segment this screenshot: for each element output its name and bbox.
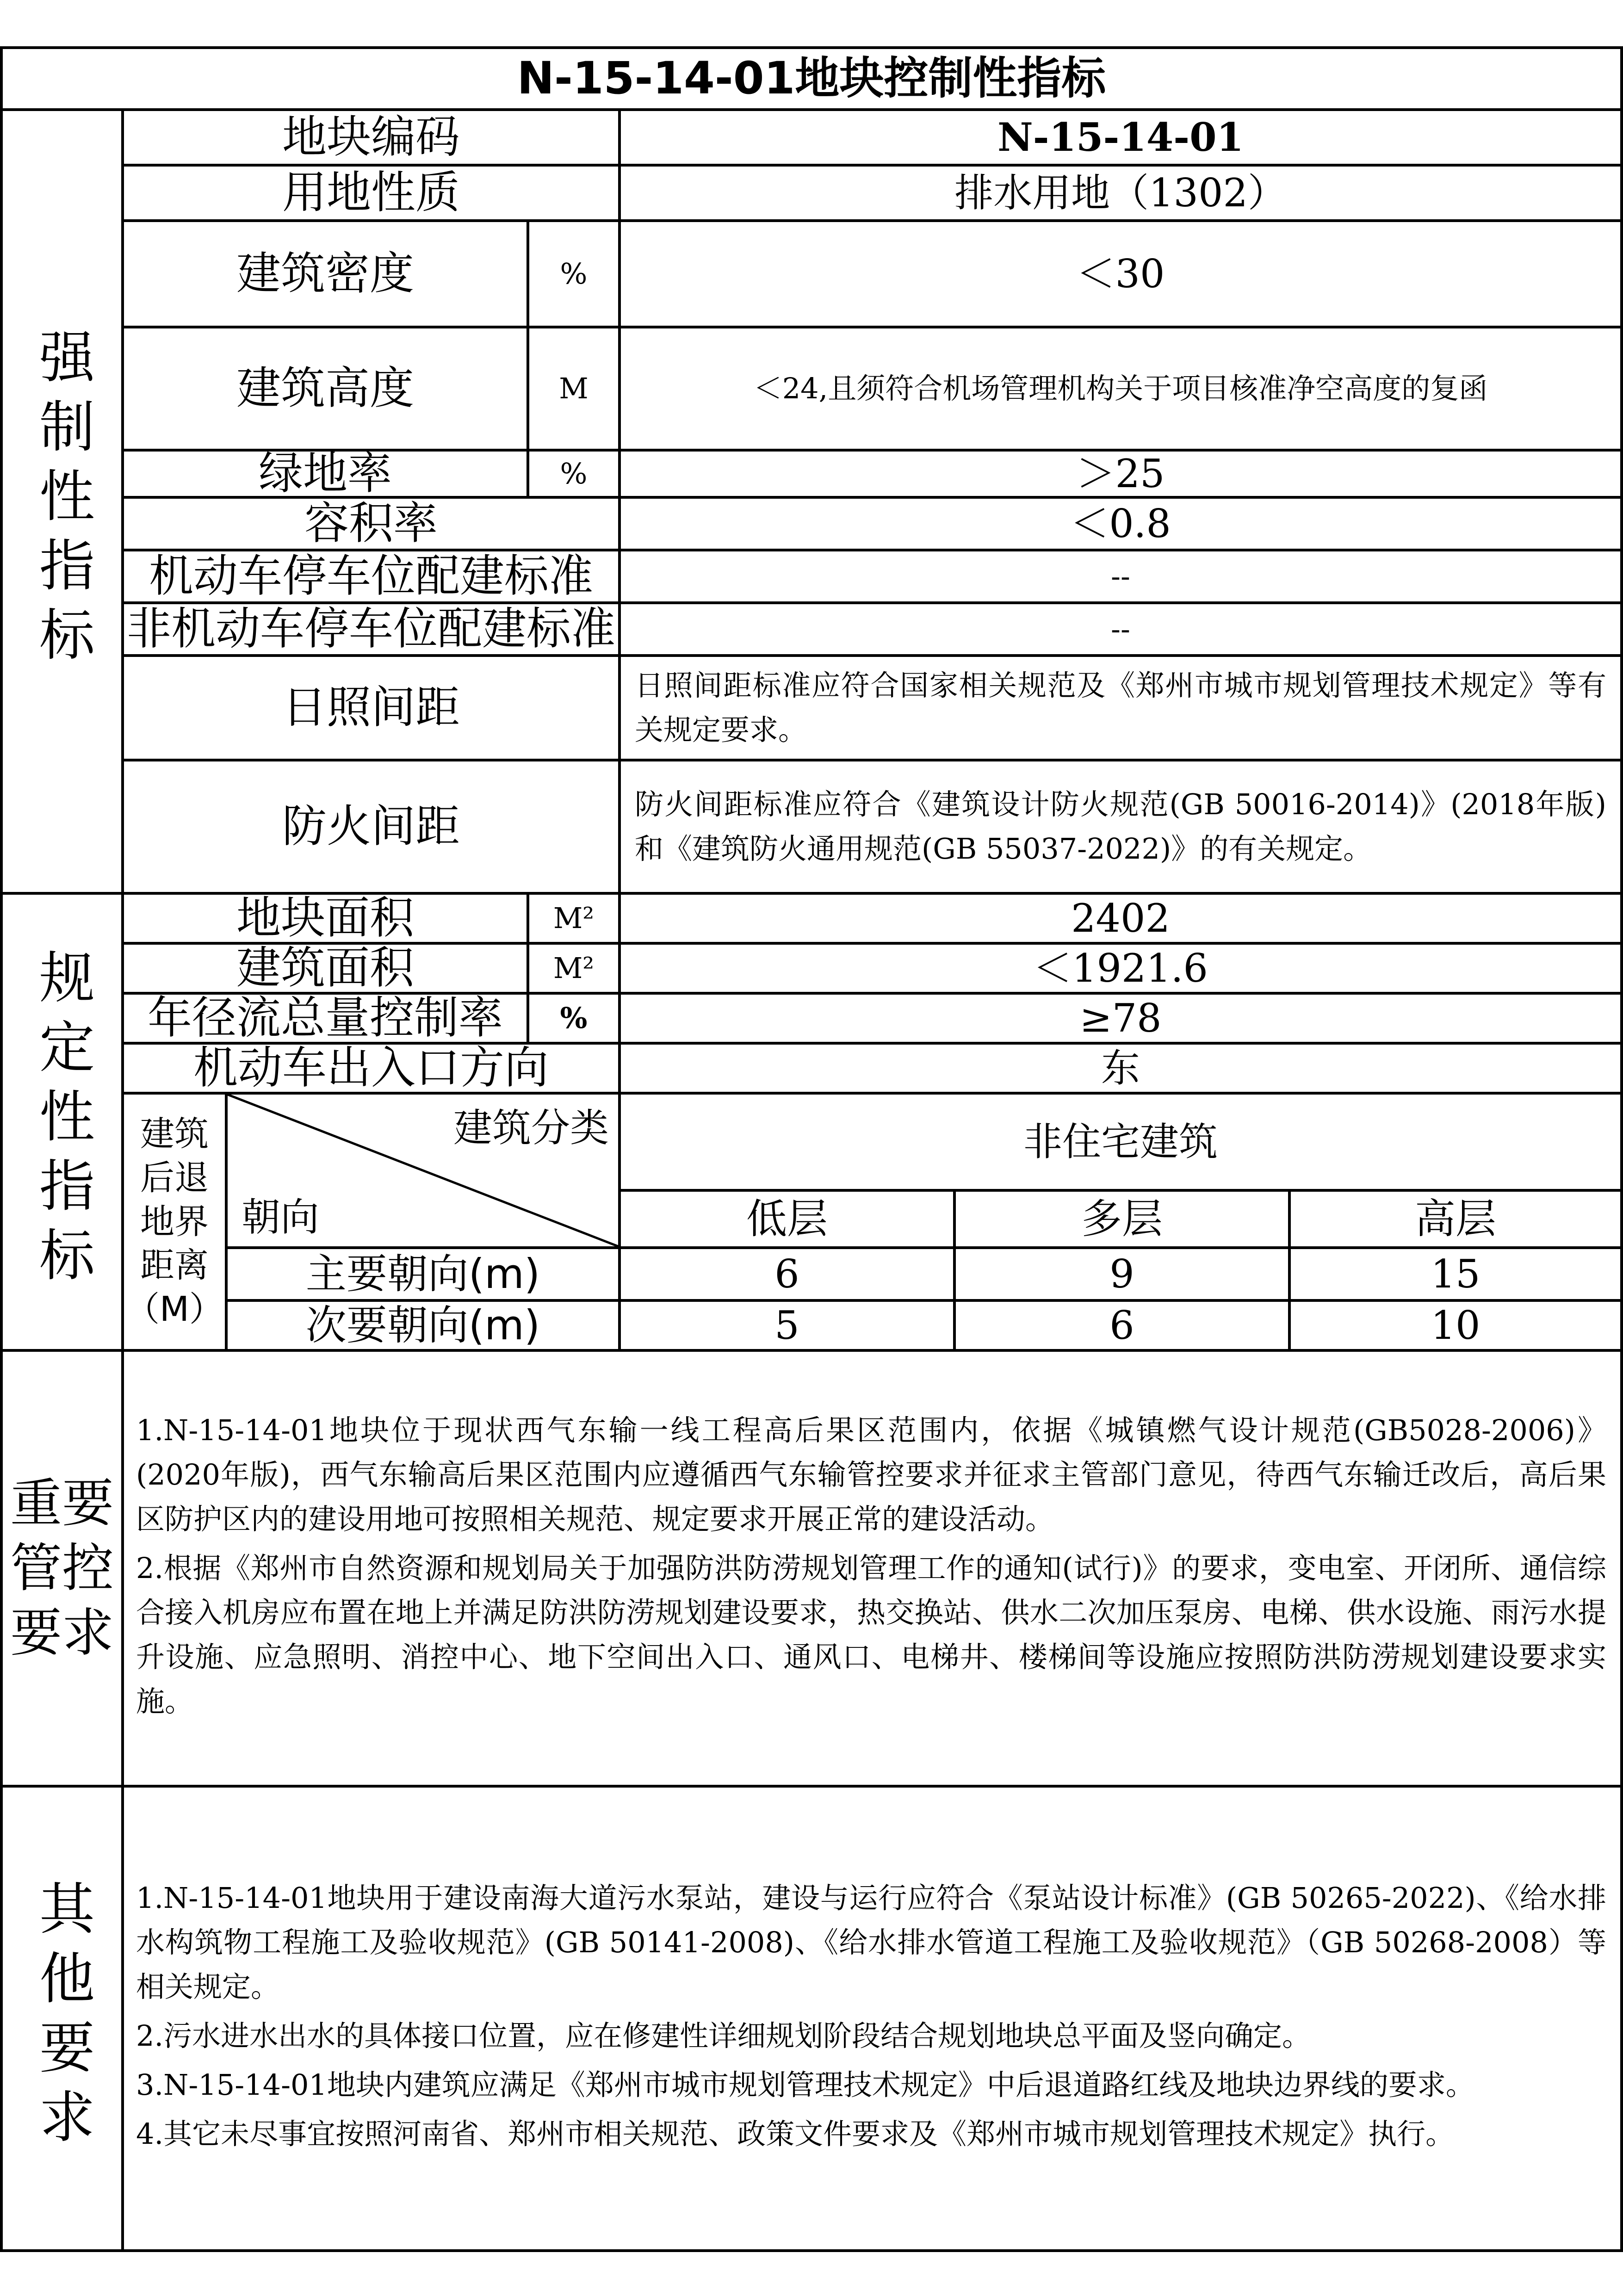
fire-text: 防火间距标准应符合《建筑设计防火规范(GB 50016-2014)》(2018年版)和《建筑防火通用规范(GB 55037-2022)》的有关规定。 (635, 787, 1606, 866)
sunlight-text: 日照间距标准应符合国家相关规范及《郑州市城市规划管理技术规定》等有关规定要求。 (635, 668, 1606, 747)
floor-area-unit: M² (527, 942, 621, 995)
other-content (121, 1785, 1623, 2252)
section-regulatory (0, 892, 124, 1352)
runoff-value: ≥78 (618, 992, 1623, 1045)
plot-area-unit: M² (527, 892, 621, 945)
fire-label: 防火间距 (121, 759, 621, 895)
plot-code-label: 地块编码 (121, 108, 621, 167)
building-density-value: ＜30 (618, 219, 1623, 328)
sunlight-label: 日照间距 (121, 654, 621, 761)
other-paragraph: 3.N-15-14-01地块内建筑应满足《郑州市城市规划管理技术规定》中后退道路红线及地块边界线的要求。 (136, 2068, 1474, 2102)
green-ratio-unit: % (527, 449, 621, 499)
setback-label-line: （M） (125, 1289, 223, 1330)
setback-row-main-mid: 9 (953, 1246, 1291, 1302)
setback-label (121, 1092, 228, 1352)
setback-col-high: 高层 (1288, 1189, 1623, 1249)
setback-header-orientation: 朝向 (242, 1194, 320, 1240)
plot-area-value: 2402 (618, 892, 1623, 945)
building-density-label: 建筑密度 (121, 219, 529, 328)
nonmotor-parking-value: -- (618, 601, 1623, 657)
building-height-label: 建筑高度 (121, 326, 529, 452)
section-regulatory-label: 规定性指标 (30, 948, 94, 1295)
key-control-paragraph: 2.根据《郑州市自然资源和规划局关于加强防洪防涝规划管理工作的通知(试行)》的要求，变电室、开闭所、通信综合接入机房应布置在地上并满足防洪防涝规划建设要求，热交换站、供水二次加压泵房、电梯、供水设施、雨污水提升设施、应急照明、消控中心、地下空间出入口、通风口、电梯井、楼梯间等设施应按照防洪防涝规划建设要求实施。 (136, 1551, 1606, 1719)
far-label: 容积率 (121, 496, 621, 551)
motor-parking-value: -- (618, 549, 1623, 604)
setback-row-secondary-low: 5 (618, 1299, 956, 1352)
section-key-control-label: 重要管控要求 (10, 1473, 114, 1663)
section-mandatory (0, 108, 124, 895)
other-paragraph: 2.污水进水出水的具体接口位置，应在修建性详细规划阶段结合规划地块总平面及竖向确定。 (136, 2019, 1311, 2053)
setback-row-main-label: 主要朝向(m) (225, 1246, 621, 1302)
section-key-control (0, 1349, 124, 1788)
building-height-unit: M (527, 326, 621, 452)
setback-row-secondary-high: 10 (1288, 1299, 1623, 1352)
land-use-value: 排水用地（1302） (618, 164, 1623, 222)
floor-area-value: ＜1921.6 (618, 942, 1623, 995)
motor-parking-label: 机动车停车位配建标准 (121, 549, 621, 604)
section-other-label: 其他要求 (30, 1880, 94, 2157)
plot-code-value: N-15-14-01 (618, 108, 1623, 167)
setback-row-secondary-label: 次要朝向(m) (225, 1299, 621, 1352)
sunlight-value (618, 654, 1623, 761)
page-title: N-15-14-01地块控制性指标 (0, 46, 1623, 111)
setback-category-value: 非住宅建筑 (618, 1092, 1623, 1192)
setback-label-line: 后退 (140, 1157, 209, 1198)
fire-value (618, 759, 1623, 895)
far-value: ＜0.8 (618, 496, 1623, 551)
floor-area-label: 建筑面积 (121, 942, 529, 995)
setback-row-main-high: 15 (1288, 1246, 1623, 1302)
building-density-unit: % (527, 219, 621, 328)
setback-col-low: 低层 (618, 1189, 956, 1249)
setback-col-mid: 多层 (953, 1189, 1291, 1249)
land-use-label: 用地性质 (121, 164, 621, 222)
setback-row-main-low: 6 (618, 1246, 956, 1302)
runoff-label: 年径流总量控制率 (121, 992, 529, 1045)
runoff-unit: % (527, 992, 621, 1045)
section-other (0, 1785, 124, 2252)
nonmotor-parking-label: 非机动车停车位配建标准 (121, 601, 621, 657)
setback-diagonal-header (225, 1092, 621, 1249)
other-paragraph: 1.N-15-14-01地块用于建设南海大道污水泵站，建设与运行应符合《泵站设计标准》(GB 50265-2022)、《给水排水构筑物工程施工及验收规范》(GB 50141-2008)、《给水排水管道工程施工及验收规范》（GB 50268-2008）等相关规定。 (136, 1881, 1606, 2004)
setback-label-line: 建筑 (140, 1114, 209, 1154)
green-ratio-value: ＞25 (618, 449, 1623, 499)
key-control-content (121, 1349, 1623, 1788)
setback-row-secondary-mid: 6 (953, 1299, 1291, 1352)
vehicle-entry-label: 机动车出入口方向 (121, 1042, 621, 1095)
setback-label-line: 地界 (140, 1201, 209, 1242)
green-ratio-label: 绿地率 (121, 449, 529, 499)
other-paragraph: 4.其它未尽事宜按照河南省、郑州市相关规范、政策文件要求及《郑州市城市规划管理技术规定》执行。 (136, 2117, 1455, 2151)
key-control-paragraph: 1.N-15-14-01地块位于现状西气东输一线工程高后果区范围内，依据《城镇燃气设计规范(GB5028-2006)》(2020年版)，西气东输高后果区范围内应遵循西气东输管控要求并征求主管部门意见，待西气东输迁改后，高后果区防护区内的建设用地可按照相关规范、规定要求开展正常的建设活动。 (136, 1413, 1606, 1536)
building-height-value: ＜24,且须符合机场管理机构关于项目核准净空高度的复函 (618, 326, 1623, 452)
setback-label-line: 距离 (140, 1245, 209, 1286)
section-mandatory-label: 强制性指标 (30, 328, 94, 675)
vehicle-entry-value: 东 (618, 1042, 1623, 1095)
plot-area-label: 地块面积 (121, 892, 529, 945)
setback-header-category: 建筑分类 (453, 1105, 609, 1151)
